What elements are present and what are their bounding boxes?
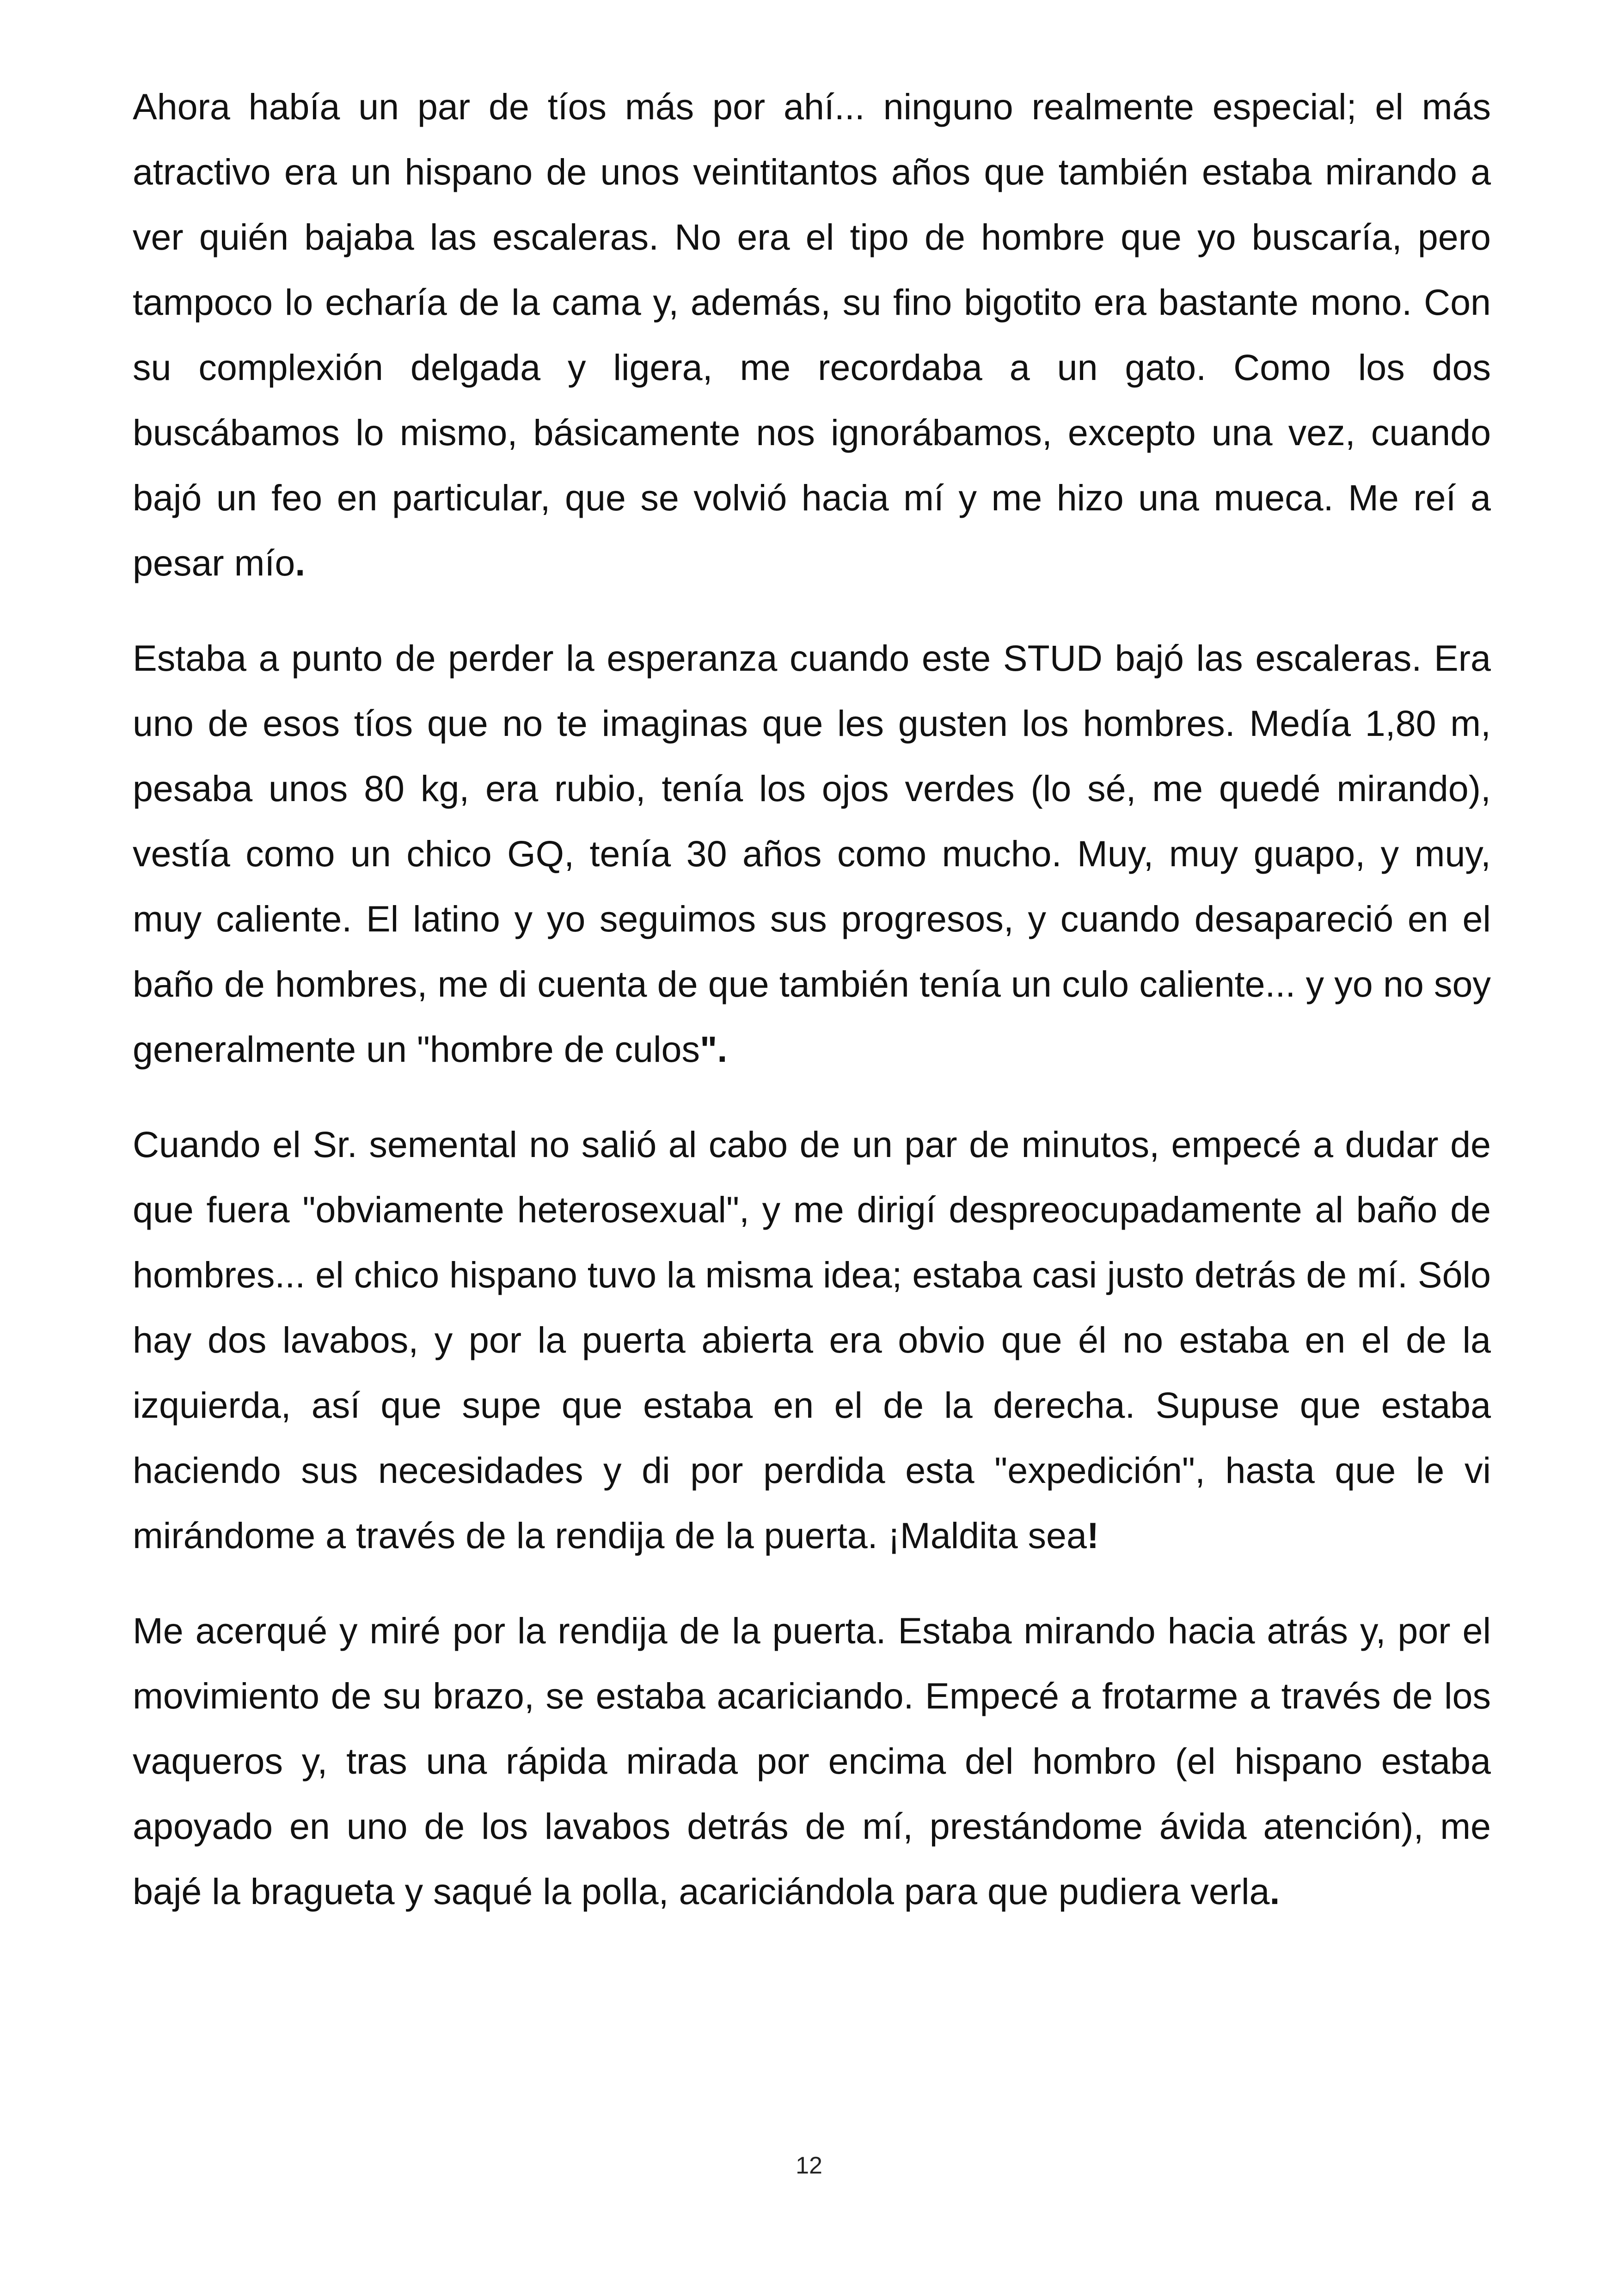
paragraph-2 (133, 625, 1491, 1082)
paragraph-end-punctuation: ! (1086, 1515, 1099, 1556)
paragraph-end-punctuation: . (295, 542, 306, 583)
paragraph-text: Cuando el Sr. semental no salió al cabo de un par de minutos, empecé a dudar de que fuera "obviamente heterosexual", y me dirigí despreocupadamente al baño de hombres... el chico hispano tuvo la misma idea; estaba casi justo detrás de mí. Sólo hay dos lavabos, y por la puerta abierta era obvio que él no estaba en el de la izquierda, así que supe que estaba en el de la derecha. Supuse que estaba haciendo sus necesidades y di por perdida esta "expedición", hasta que le vi mirándome a través de la rendija de la puerta. ¡Maldita sea (133, 1124, 1491, 1556)
body-text (133, 74, 1491, 1954)
paragraph-text: Ahora había un par de tíos más por ahí... ninguno realmente especial; el más atractivo era un hispano de unos veintitantos años que también estaba mirando a ver quién bajaba las escaleras. No era el tipo de hombre que yo buscaría, pero tampoco lo echaría de la cama y, además, su fino bigotito era bastante mono. Con su complexión delgada y ligera, me recordaba a un gato. Como los dos buscábamos lo mismo, básicamente nos ignorábamos, excepto una vez, cuando bajó un feo en particular, que se volvió hacia mí y me hizo una mueca. Me reí a pesar mío (133, 86, 1491, 583)
paragraph-end-punctuation: ". (699, 1029, 728, 1070)
page-number: 12 (796, 2152, 822, 2179)
paragraph-text: Estaba a punto de perder la esperanza cuando este STUD bajó las escaleras. Era uno de esos tíos que no te imaginas que les gusten los hombres. Medía 1,80 m, pesaba unos 80 kg, era rubio, tenía los ojos verdes (lo sé, me quedé mirando), vestía como un chico GQ, tenía 30 años como mucho. Muy, muy guapo, y muy, muy caliente. El latino y yo seguimos sus progresos, y cuando desapareció en el baño de hombres, me di cuenta de que también tenía un culo caliente... y yo no soy generalmente un "hombre de culos (133, 637, 1491, 1070)
paragraph-text: Me acerqué y miré por la rendija de la puerta. Estaba mirando hacia atrás y, por el movimiento de su brazo, se estaba acariciando. Empecé a frotarme a través de los vaqueros y, tras una rápida mirada por encima del hombro (el hispano estaba apoyado en uno de los lavabos detrás de mí, prestándome ávida atención), me bajé la bragueta y saqué la polla, acariciándola para que pudiera verla (133, 1610, 1491, 1912)
paragraph-4 (133, 1598, 1491, 1924)
paragraph-1 (133, 74, 1491, 595)
paragraph-3 (133, 1112, 1491, 1568)
paragraph-end-punctuation: . (1269, 1871, 1280, 1912)
